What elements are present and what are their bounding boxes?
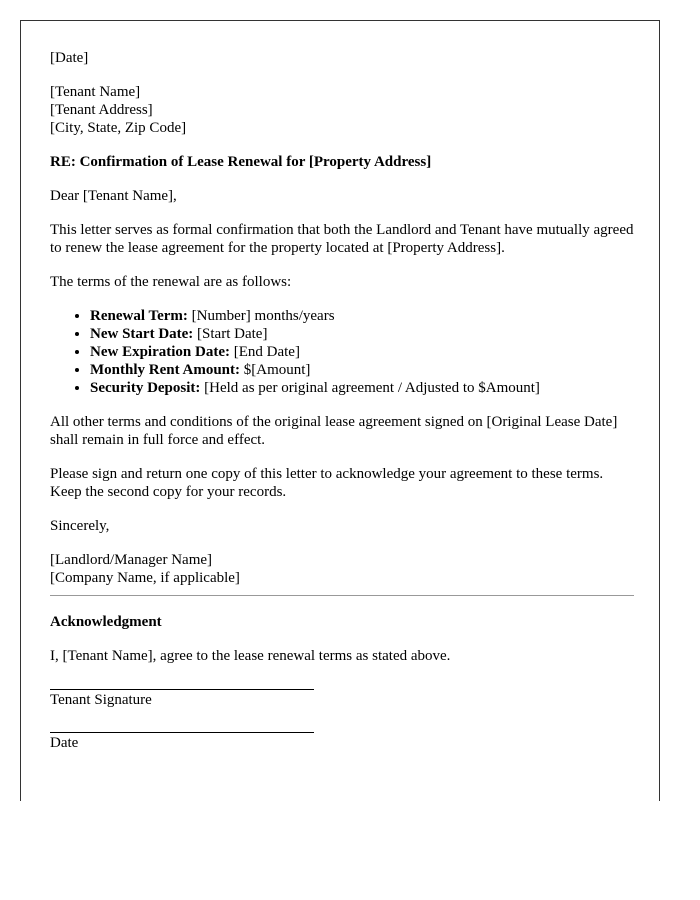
date-label: Date xyxy=(50,735,79,751)
intro-paragraph: This letter serves as formal confirmation that both the Landlord and Tenant have mutually agreed to renew the lease agreement for the property located at [Property Address]. xyxy=(50,222,634,256)
term-label: New Start Date: xyxy=(90,326,194,342)
tenant-signature-label: Tenant Signature xyxy=(50,692,152,708)
acknowledgment-statement: I, [Tenant Name], agree to the lease renewal terms as stated above. xyxy=(50,648,451,664)
recipient-block xyxy=(50,83,634,137)
recipient-name: [Tenant Name] xyxy=(50,84,141,100)
salutation: Dear [Tenant Name], xyxy=(50,188,177,204)
tenant-signature-line[interactable] xyxy=(50,689,314,690)
term-value: [Held as per original agreement / Adjusted to $Amount] xyxy=(200,380,540,396)
date-signature-line[interactable] xyxy=(50,732,314,733)
term-value: [Start Date] xyxy=(193,326,268,342)
sender-name: [Landlord/Manager Name] xyxy=(50,552,213,568)
renewal-terms-list xyxy=(50,307,634,397)
closing: Sincerely, xyxy=(50,518,110,534)
recipient-address: [Tenant Address] xyxy=(50,102,153,118)
letter-content xyxy=(50,49,634,752)
term-item xyxy=(90,379,634,397)
sender-company: [Company Name, if applicable] xyxy=(50,570,240,586)
term-label: Renewal Term: xyxy=(90,308,188,324)
term-label: Security Deposit: xyxy=(90,380,201,396)
recipient-city-state-zip: [City, State, Zip Code] xyxy=(50,120,187,136)
term-label: New Expiration Date: xyxy=(90,344,230,360)
sender-block xyxy=(50,551,634,587)
term-value: [Number] months/years xyxy=(187,308,335,324)
letter-page xyxy=(20,20,660,801)
term-label: Monthly Rent Amount: xyxy=(90,362,241,378)
letter-date: [Date] xyxy=(50,50,89,66)
term-item xyxy=(90,307,634,325)
letter-subject: RE: Confirmation of Lease Renewal for [Property Address] xyxy=(50,154,432,170)
terms-intro: The terms of the renewal are as follows: xyxy=(50,274,292,290)
instructions-paragraph: Please sign and return one copy of this letter to acknowledge your agreement to these terms. Keep the second copy for your records. xyxy=(50,466,604,500)
term-item xyxy=(90,361,634,379)
term-value: $[Amount] xyxy=(240,362,311,378)
term-item xyxy=(90,325,634,343)
other-terms-paragraph: All other terms and conditions of the original lease agreement signed on [Original Lease Date] shall remain in full force and effect. xyxy=(50,414,618,448)
term-item xyxy=(90,343,634,361)
acknowledgment-title: Acknowledgment xyxy=(50,614,162,630)
term-value: [End Date] xyxy=(229,344,300,360)
